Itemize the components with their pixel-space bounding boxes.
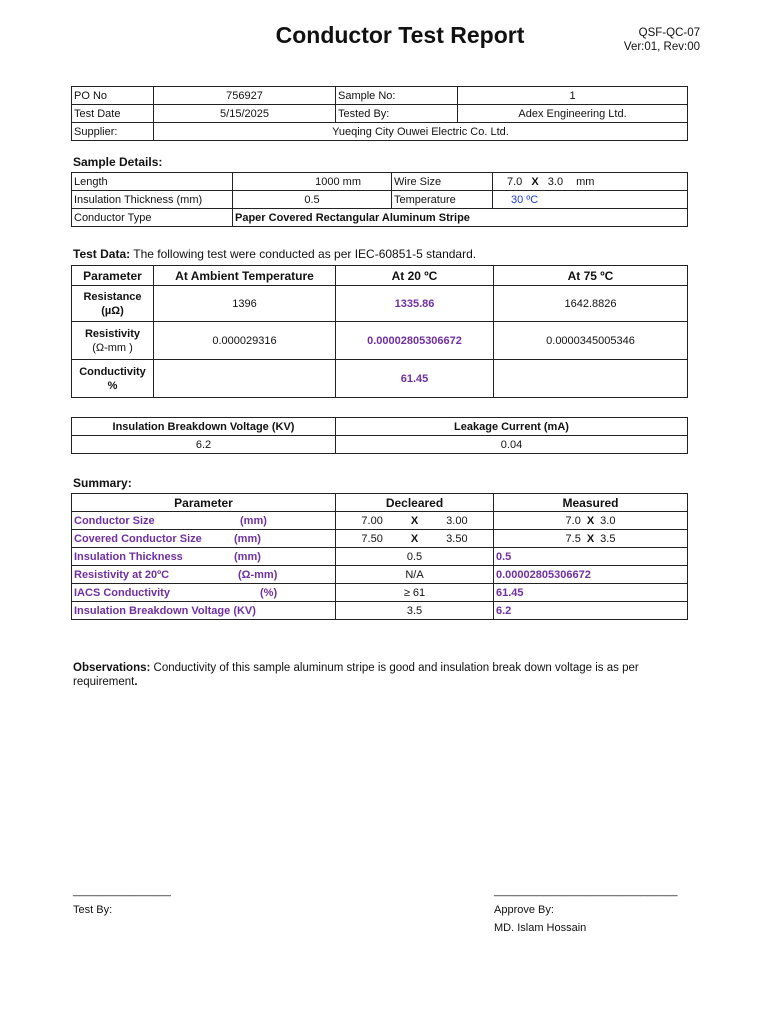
po-label: PO No: [72, 87, 154, 105]
supplier-label: Supplier:: [72, 123, 154, 141]
wire-unit: mm: [576, 175, 595, 188]
insulation-label: Insulation Thickness (mm): [72, 191, 233, 209]
test-heading-line: [73, 247, 476, 261]
summary-measured: 0.00002805306672: [494, 566, 688, 584]
conductivity-ambient: [154, 360, 336, 398]
summary-declared: 3.5: [336, 602, 494, 620]
summary-row: [72, 584, 688, 602]
observations-text-1: Conductivity of this sample aluminum stripe is good and insulation break down voltage is as per: [153, 662, 639, 674]
test-description: The following test were conducted as per IEC-60851-5 standard.: [133, 247, 477, 261]
breakdown-col: Insulation Breakdown Voltage (KV): [72, 418, 336, 436]
summary-declared: ≥ 61: [336, 584, 494, 602]
insulation-value: 0.5: [233, 191, 392, 209]
wire-width: 7.0: [507, 175, 523, 188]
summary-param: Conductor Size (mm): [72, 512, 336, 530]
supplier-value: Yueqing City Ouwei Electric Co. Ltd.: [154, 123, 688, 141]
summary-col-measured: Measured: [494, 494, 688, 512]
test-heading: Test Data:: [73, 247, 131, 261]
summary-row: [72, 602, 688, 620]
approve-by-line: ______________________________: [494, 885, 678, 897]
observations-text-2: requirement: [73, 676, 135, 688]
date-label: Test Date: [72, 105, 154, 123]
summary-row: [72, 548, 688, 566]
sample-heading: Sample Details:: [73, 155, 163, 169]
leakage-value: 0.04: [336, 436, 688, 454]
summary-declared: 0.5: [336, 548, 494, 566]
col-parameter: Parameter: [72, 266, 154, 286]
observations: [73, 661, 693, 689]
wire-height: 3.0: [547, 175, 564, 188]
conductor-type-label: Conductor Type: [72, 209, 233, 227]
date-value: 5/15/2025: [154, 105, 336, 123]
doc-version: Ver:01, Rev:00: [623, 41, 700, 53]
report-title: Conductor Test Report: [275, 22, 525, 48]
conductor-type-value: Paper Covered Rectangular Aluminum Stripe: [233, 209, 688, 227]
summary-declared: N/A: [336, 566, 494, 584]
summary-row: [72, 566, 688, 584]
summary-measured: 0.5: [494, 548, 688, 566]
resistivity-20c: 0.00002805306672: [336, 322, 494, 360]
summary-declared: 7.00 X 3.00: [336, 512, 494, 530]
summary-col-parameter: Parameter: [72, 494, 336, 512]
resistance-ambient: 1396: [154, 286, 336, 322]
resistivity-label: Resistivity: [84, 327, 141, 340]
summary-param: Covered Conductor Size (mm): [72, 530, 336, 548]
sample-table: [71, 172, 688, 227]
resistance-20c: 1335.86: [336, 286, 494, 322]
summary-param: Insulation Breakdown Voltage (KV): [72, 602, 336, 620]
length-label: Length: [72, 173, 233, 191]
test-by-line: ________________: [73, 885, 171, 897]
summary-measured: 7.0 X 3.0: [494, 512, 688, 530]
breakdown-value: 6.2: [72, 436, 336, 454]
wire-size: [493, 173, 688, 191]
summary-param: IACS Conductivity (%): [72, 584, 336, 602]
temperature-value: 30 ºC: [493, 191, 688, 209]
approve-by-label: Approve By:: [494, 904, 554, 916]
info-table: [71, 86, 688, 141]
summary-measured: 7.5 X 3.5: [494, 530, 688, 548]
test-by-label: Test By:: [73, 904, 113, 916]
po-value: 756927: [154, 87, 336, 105]
conductivity-unit: %: [107, 379, 118, 392]
observations-label: Observations:: [73, 662, 151, 674]
summary-declared: 7.50 X 3.50: [336, 530, 494, 548]
summary-row: [72, 512, 688, 530]
summary-table: [71, 493, 688, 620]
summary-param: Insulation Thickness (mm): [72, 548, 336, 566]
wire-x: X: [531, 175, 539, 188]
resistance-unit: (µΩ): [101, 304, 124, 317]
col-ambient: At Ambient Temperature: [154, 266, 336, 286]
conductivity-75c: [494, 360, 688, 398]
resistance-75c: 1642.8826: [494, 286, 688, 322]
summary-heading: Summary:: [73, 476, 132, 490]
summary-param: Resistivity at 20ºC (Ω-mm): [72, 566, 336, 584]
temperature-label: Temperature: [392, 191, 493, 209]
length-value: 1000 mm: [233, 173, 392, 191]
conductivity-label: Conductivity: [79, 365, 146, 378]
conductivity-label-cell: [72, 360, 154, 398]
tested-by-value: Adex Engineering Ltd.: [458, 105, 688, 123]
col-20c: At 20 ºC: [336, 266, 494, 286]
wire-label: Wire Size: [392, 173, 493, 191]
approver-name: MD. Islam Hossain: [494, 922, 587, 934]
tested-by-label: Tested By:: [336, 105, 458, 123]
doc-code: QSF-QC-07: [638, 27, 700, 39]
resistivity-ambient: 0.000029316: [154, 322, 336, 360]
summary-measured: 61.45: [494, 584, 688, 602]
summary-row: [72, 530, 688, 548]
leakage-col: Leakage Current (mA): [336, 418, 688, 436]
document-code: [624, 26, 700, 54]
test-data-table: [71, 265, 688, 398]
summary-measured: 6.2: [494, 602, 688, 620]
resistance-label-cell: [72, 286, 154, 322]
observations-end: .: [134, 676, 138, 688]
resistance-label: Resistance: [83, 290, 142, 303]
resistivity-75c: 0.0000345005346: [494, 322, 688, 360]
resistivity-label-cell: [72, 322, 154, 360]
col-75c: At 75 ºC: [494, 266, 688, 286]
sample-label: Sample No:: [336, 87, 458, 105]
resistivity-unit: (Ω-mm ): [92, 341, 133, 354]
sample-value: 1: [458, 87, 688, 105]
conductivity-20c: 61.45: [336, 360, 494, 398]
summary-col-declared: Decleared: [336, 494, 494, 512]
breakdown-table: [71, 417, 688, 454]
